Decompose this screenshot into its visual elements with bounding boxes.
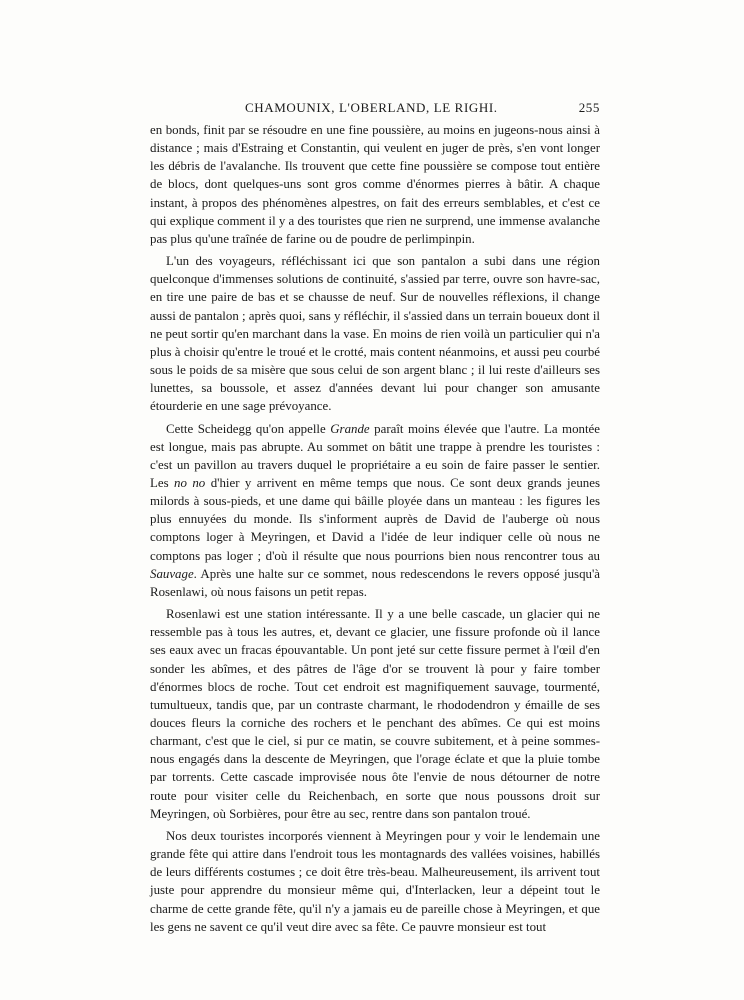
paragraph-3-text-c: d'hier y arrivent en même temps que nous. Ce sont deux grands jeunes milords à sous-pieds, et une dame qui bâille ployée dans un manteau : les figures les plus ennuyées du monde. Ils s'informent auprès de David de l'auberge où nous comptons loger à Meyringen, et David a l'idée de leur indiquer celle où nous ne comptons pas loger ; d'où il résulte que nous pourrions bien nous rencontrer tous au [150,475,600,563]
paragraph-3-text-b: paraît moins élevée que l'autre. La montée est longue, mais pas abrupte. Au sommet on bâtit une trappe à prendre les touristes : c'est un pavillon au travers duquel le propriétaire a eu soin de faire passer le sentier. Les [150,421,600,490]
italic-sauvage: Sauvage [150,566,194,581]
italic-no-no: no no [174,475,206,490]
page-number: 255 [578,100,600,115]
paragraph-3-text-d: . Après une halte sur ce sommet, nous redescendons le revers opposé jusqu'à Rosenlawi, où nous faisons un petit repas. [150,566,600,599]
running-title: CHAMOUNIX, L'OBERLAND, LE RIGHI. [245,100,498,115]
paragraph-3 [150,420,600,602]
paragraph-5: Nos deux touristes incorporés viennent à Meyringen pour y voir le lendemain une grande fête qui attire dans l'endroit tous les montagnards des vallées voisines, habillés de leurs différents costumes ; ce doit être très-beau. Malheureusement, ils arrivent tout juste pour apprendre du monsieur même qui, d'Interlacken, leur a dépeint tout le charme de cette grande fête, qu'il n'y a jamais eu de pareille chose à Meyringen, et que les gens ne savent ce qu'il veut dire avec sa fête. Ce pauvre monsieur est tout [150,828,600,934]
paragraph-3-text-a: Cette Scheidegg qu'on appelle [166,421,331,436]
paragraph-1: en bonds, finit par se résoudre en une fine poussière, au moins en jugeons-nous ainsi à distance ; mais d'Estraing et Constantin, qui veulent en juger de près, s'en vont longer les débris de l'avalanche. Ils trouvent que cette fine poussière se compose tout entière de blocs, dont quelques-uns sont gros comme d'énormes pierres à bâtir. A chaque instant, à propos des phénomènes alpestres, on fait des erreurs semblables, et c'est ce qui explique comment il y a des touristes que rien ne surprend, une immense avalanche pas plus qu'une traînée de farine ou de poudre de perlimpinpin. [150,123,600,246]
italic-grande: Grande [330,421,370,436]
paragraph-2: L'un des voyageurs, réfléchissant ici que son pantalon a subi dans une région quelconque d'immenses solutions de continuité, s'assied par terre, ouvre son havre-sac, en tire une paire de bas et se chausse de neuf. Sur de nouvelles réflexions, il change aussi de pantalon ; après quoi, sans y réfléchir, il s'assied dans un terrain boueux dont il ne peut sortir qu'en marchant dans la vase. En moins de rien voilà un particulier qui n'a plus à choisir qu'entre le troué et le crotté, mais content néanmoins, et aussi peu courbé sous le poids de sa misère que sous celui de son argent blanc ; il lui reste d'ailleurs ses lunettes, sa boussole, et assez d'années devant lui pour changer son amusante étourderie en une sage prévoyance. [150,254,601,414]
body-text [150,121,600,936]
paragraph-4: Rosenlawi est une station intéressante. Il y a une belle cascade, un glacier qui ne ressemble pas à tous les autres, et, devant ce glacier, une fissure profonde où il lance ses eaux avec un fracas épouvantable. Un pont jeté sur cette fissure permet à l'œil d'en sonder les abîmes, et des pâtres de l'âge d'or se trouvent là pour y faire tomber d'énormes blocs de roche. Tout cet endroit est magnifiquement sauvage, tourmenté, tumultueux, tandis que, par un contraste charmant, le rhododendron y émaille de ses douces fleurs la corniche des rochers et le penchant des abîmes. Ce qui est moins charmant, c'est que le ciel, si pur ce matin, se couvre subitement, et à peine sommes-nous engagés dans la descente de Meyringen, que l'orage éclate et que la pluie tombe par torrents. Cette cascade improvisée nous ôte l'envie de nous détourner de notre route pour visiter celle du Reichenbach, en sorte que nous poussons droit sur Meyringen, où Sorbières, pour être au sec, rentre dans son pantalon troué. [150,607,600,821]
page-header [150,100,600,120]
